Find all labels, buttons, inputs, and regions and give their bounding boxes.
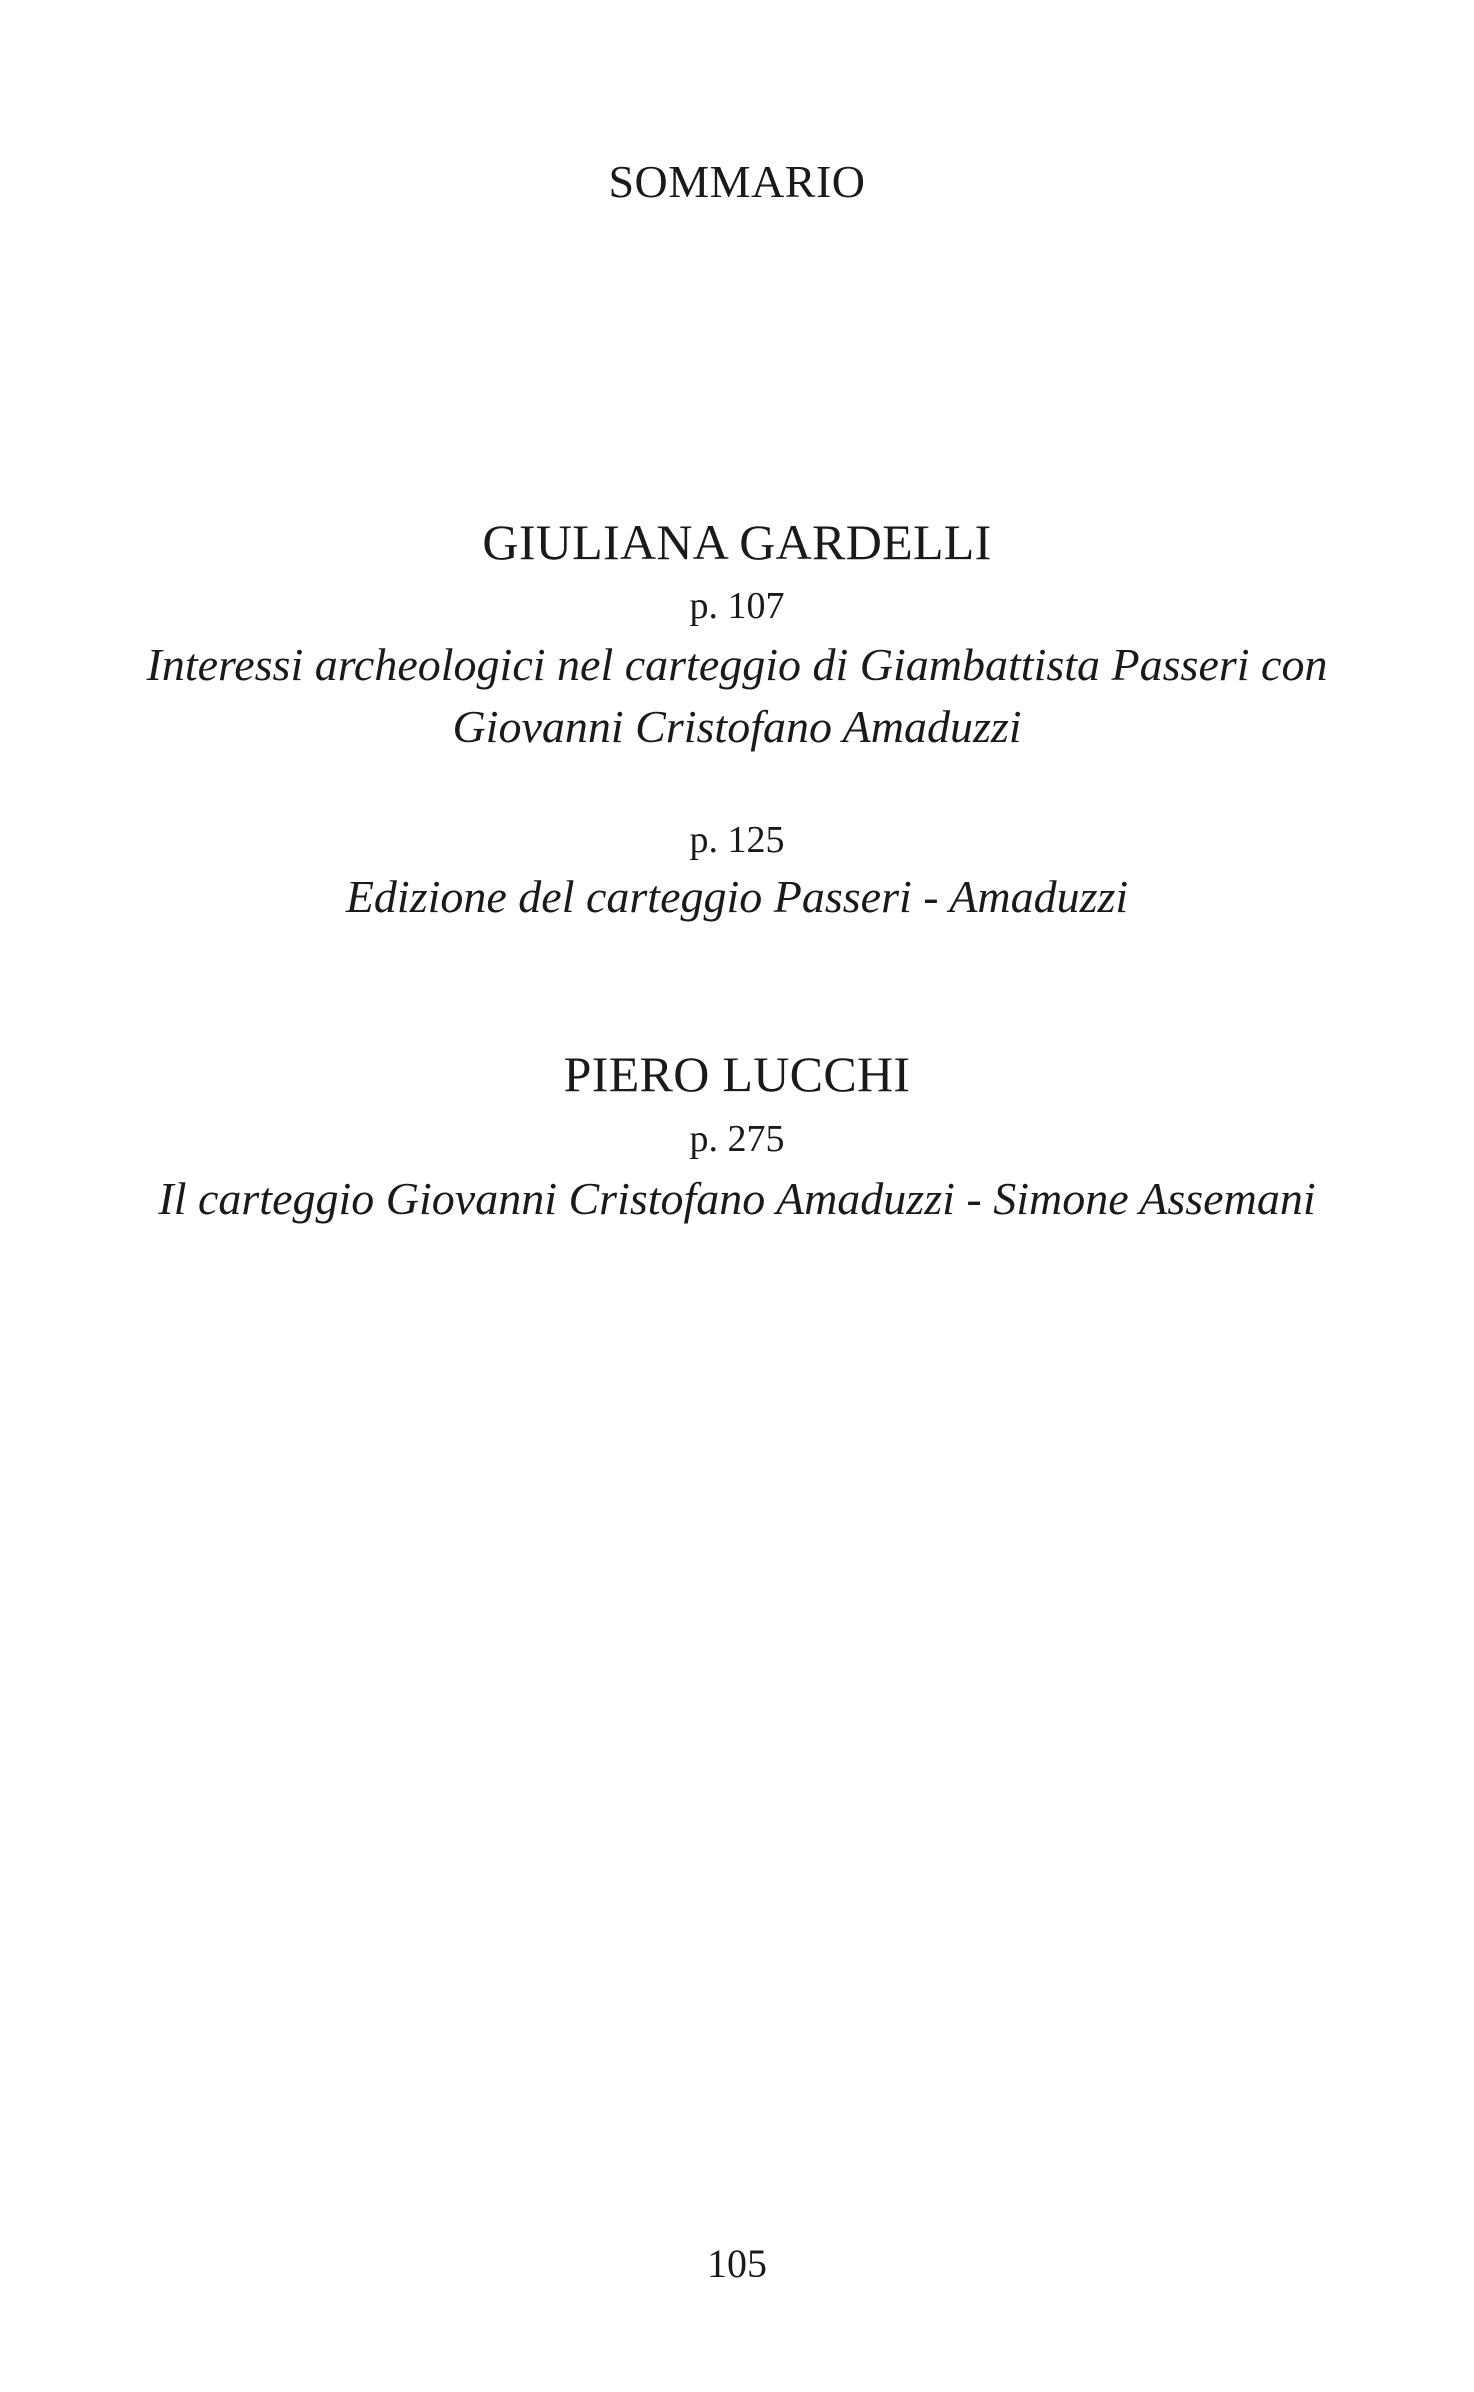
entry-title-line: Interessi archeologici nel carteggio di Giambattista Passeri con: [146, 639, 1328, 690]
entry-page-ref: p. 125: [689, 819, 785, 861]
entry-page-ref: p. 107: [689, 585, 785, 627]
author-name-gardelli: GIULIANA GARDELLI: [482, 514, 992, 570]
entry-title-line: Giovanni Cristofano Amaduzzi: [452, 701, 1022, 752]
entry-title-line: Edizione del carteggio Passeri - Amaduzzi: [345, 871, 1129, 922]
page-number: 105: [707, 2241, 767, 2286]
author-name-lucchi: PIERO LUCCHI: [563, 1046, 911, 1102]
entry-title-line: Il carteggio Giovanni Cristofano Amaduzzi - Simone Assemani: [158, 1173, 1316, 1224]
entry-page-ref: p. 275: [689, 1118, 785, 1160]
summary-heading: SOMMARIO: [608, 156, 866, 207]
